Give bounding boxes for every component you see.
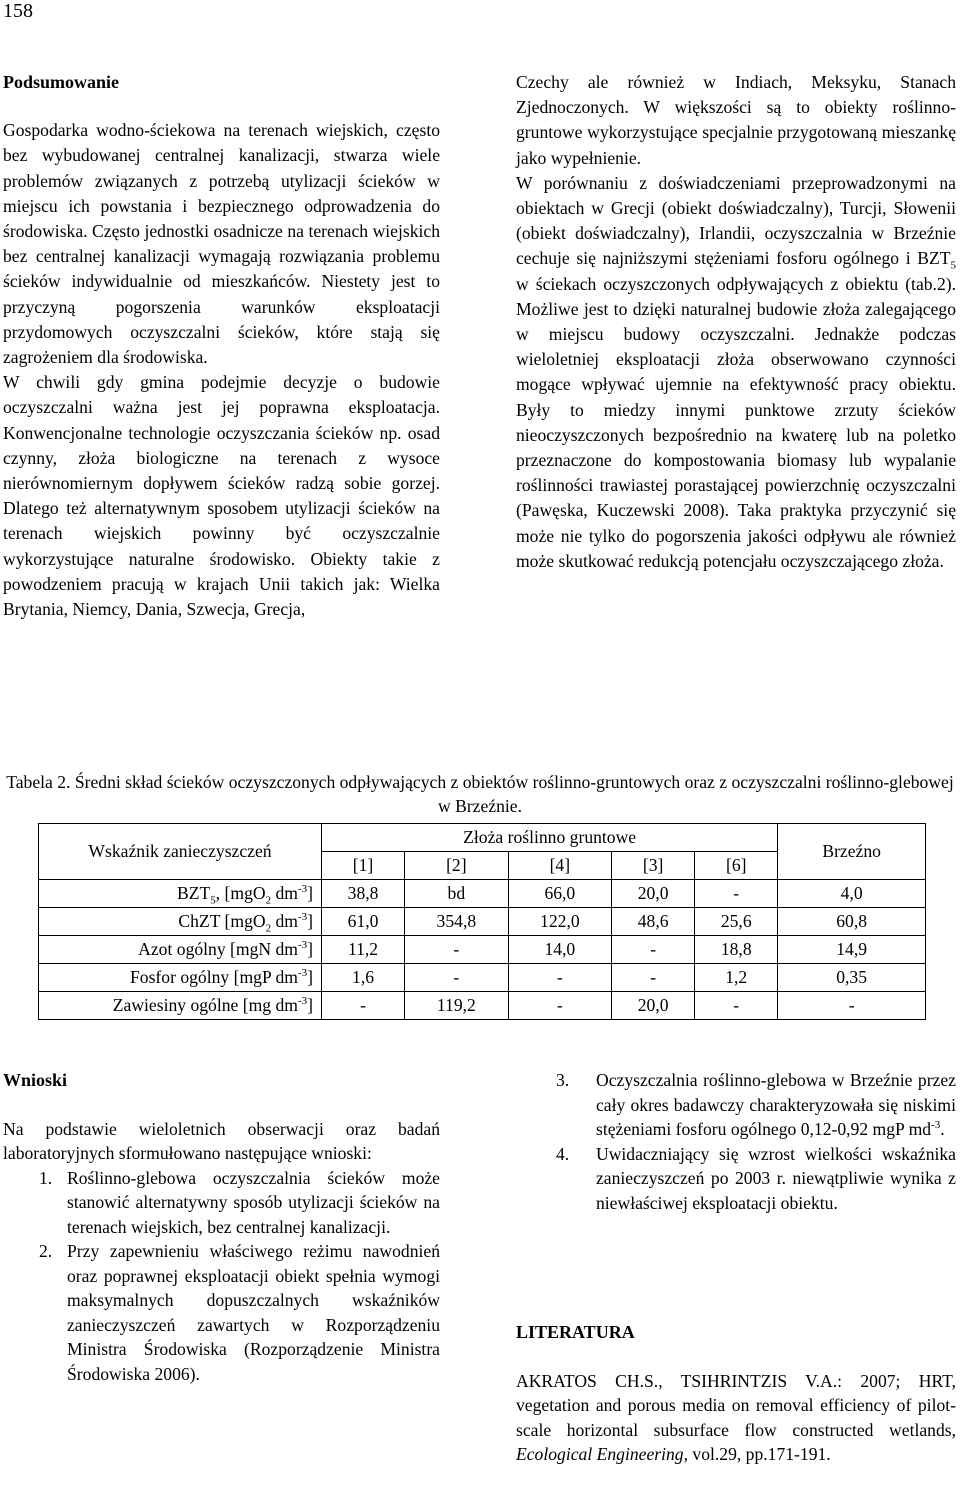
header-brzezno: Brzeźno	[778, 824, 926, 880]
table-cell: -	[695, 992, 778, 1020]
table-cell: 119,2	[405, 992, 509, 1020]
table-cell: 48,6	[612, 908, 695, 936]
table-cell: 20,0	[612, 880, 695, 908]
table-caption: Tabela 2. Średni skład ścieków oczyszczonych odpływających z obiektów roślinno-gruntowych oraz z oczyszczalni roślinno-glebowej w Brzeźnie.	[6, 772, 954, 816]
list-item-text: Roślinno-glebowa oczyszczalnia ścieków może stanowić alternatywny sposób utylizacji ścieków na terenach wiejskich, bez centralnej kanalizacji.	[67, 1167, 440, 1237]
list-item-text	[596, 1068, 956, 1142]
reference-1-end: vol.29, pp.171-191.	[688, 1444, 831, 1464]
list-item-text: Przy zapewnieniu właściwego reżimu nawodnień oraz poprawnej eksploatacji obiekt spełnia wymogi maksymalnych dopuszczalnych wskaźników zanieczyszczeń zawartych w Rozporządzeniu Ministra Środowiska (Rozporządzenie Ministra Środowiska 2006).	[67, 1241, 440, 1384]
list-item-number: 4.	[556, 1143, 570, 1164]
list-item	[556, 1142, 956, 1216]
table-cell: -	[405, 936, 509, 964]
table-cell: 122,0	[508, 908, 612, 936]
table-cell: 1,2	[695, 964, 778, 992]
row-label-part: , [mgO	[215, 883, 266, 903]
row-label	[39, 964, 322, 992]
list-item-text-b: .	[940, 1119, 945, 1139]
table-cell: 14,0	[508, 936, 612, 964]
list-item-text-a: Oczyszczalnia roślinno-glebowa w Brzeźnie przez cały okres badawczy charakteryzowała się niskimi stężeniami fosforu ogólnego 0,12-0,92 mgP md	[596, 1070, 956, 1139]
list-item-number: 2.	[39, 1241, 53, 1261]
table-cell: 11,2	[322, 936, 405, 964]
summary-heading: Podsumowanie	[3, 72, 120, 92]
table-cell: -	[612, 936, 695, 964]
source-ref: [6]	[695, 852, 778, 880]
list-item-number: 3.	[556, 1070, 570, 1090]
row-label	[39, 880, 322, 908]
row-label-part: ]	[307, 939, 313, 959]
page-number: 158	[3, 0, 33, 22]
list-item-superscript: -3	[931, 1119, 941, 1132]
table-cell: -	[405, 964, 509, 992]
row-label-part: 2	[265, 922, 272, 935]
row-label-part: BZT	[177, 883, 211, 903]
table-cell: -	[508, 964, 612, 992]
table-cell: -	[778, 992, 926, 1020]
table-cell: 60,8	[778, 908, 926, 936]
summary-paragraph-1: Gospodarka wodno-ściekowa na terenach wiejskich, często bez wybudowanej centralnej kanalizacji, stwarza wiele problemów związanych z potrzebą utylizacji ścieków w miejscu ich powstania i bezpiecznego odprowadzenia do środowiska. Często jednostki osadnicze na terenach wiejskich bez centralnej kanalizacji wymagają rozwiązania problemu ścieków indywidualnie od mieszkańców. Niestety jest to przyczyną pogorszenia warunków eksploatacji przydomowych oczyszczalni ścieków, które stają się zagrożeniem dla środowiska.	[3, 120, 440, 368]
conclusions-left	[3, 1068, 440, 1386]
row-label-part: dm	[271, 911, 298, 931]
row-label	[39, 992, 322, 1020]
row-label-part: ]	[307, 883, 313, 903]
row-label-part: -3	[297, 911, 308, 924]
list-item	[39, 1239, 440, 1386]
literature-section	[516, 1320, 956, 1467]
table-cell: -	[508, 992, 612, 1020]
table-row	[39, 880, 926, 908]
table-row	[39, 964, 926, 992]
table-cell: 20,0	[612, 992, 695, 1020]
row-label-part: Zawiesiny ogólne [mg dm	[112, 995, 298, 1015]
reference-1-text: AKRATOS CH.S., TSIHRINTZIS V.A.: 2007; HRT, vegetation and porous media on removal efficiency of pilot-scale horizontal subsurface flow constructed wetlands,	[516, 1370, 956, 1440]
row-label-part: ]	[307, 995, 313, 1015]
summary-paragraph-4-text-a: W porównaniu z doświadczeniami przeprowadzonymi na obiektach w Grecji (obiekt doświadczalny), Turcji, Słowenii (obiekt doświadczalny), Irlandii, oczyszczalnia w Brzeźnie cechuje się najniższymi stężeniami fosforu ogólnego i BZT	[516, 172, 956, 269]
results-table	[38, 823, 926, 1020]
table-row	[39, 992, 926, 1020]
summary-paragraph-2: W chwili gdy gmina podejmie decyzje o budowie oczyszczalni ważna jest jej poprawna eksploatacja. Konwencjonalne technologie oczyszczania ścieków np. osad czynny, złoża biologiczne na terenach z wysoce nierównomiernym dopływem ścieków radzą sobie gorzej. Dlatego też alternatywnym sposobem utylizacji ścieków na terenach wiejskich powinny być oczyszczalnie wykorzystujące naturalne środowisko. Obiekty takie z powodzeniem pracują w krajach Unii takich jak: Wielka Brytania, Niemcy, Dania, Szwecja, Grecja,	[3, 372, 440, 620]
table-cell: 354,8	[405, 908, 509, 936]
row-label-part: ]	[307, 967, 313, 987]
table-cell: 1,6	[322, 964, 405, 992]
row-label-part: -3	[297, 939, 308, 952]
table-cell: -	[322, 992, 405, 1020]
reference-1-journal: Ecological Engineering,	[516, 1444, 688, 1464]
table-cell: 14,9	[778, 936, 926, 964]
source-ref: [2]	[405, 852, 509, 880]
literature-heading: LITERATURA	[516, 1322, 635, 1342]
conclusions-right	[556, 1068, 956, 1215]
summary-paragraph-3: Czechy ale również w Indiach, Meksyku, Stanach Zjednoczonych. W większości są to obiekty roślinno-gruntowe wykorzystujące specjalnie przygotowaną mieszankę jako wypełnienie.	[516, 72, 956, 168]
summary-paragraph-4-text-b: w ściekach oczyszczonych odpływających z obiektu (tab.2). Możliwe jest to dzięki naturalnej budowie złoża zalegającego w miejscu budowy oczyszczalni. Jednakże podczas wieloletniej eksploatacji złoża obserwowano czynności mogące wpływać ujemnie na efektywność pracy obiektu. Były to miedzy innymi punktowe zrzuty ścieków nieoczyszczonych bezpośrednio na kwaterę lub na poletko przeznaczone do kompostowania biomasy lub wypalanie roślinności trawiastej porastającej powierzchnię oczyszczalni (Pawęska, Kuczewski 2008). Taka praktyka przyczynić się może nie tylko do pogorszenia jakości odpływu ale również może skutkować redukcją potencjału oczyszczającego złoża.	[516, 273, 956, 571]
row-label-part: ChZT [mgO	[178, 911, 266, 931]
row-label-part: dm	[271, 883, 298, 903]
table-row	[39, 936, 926, 964]
table-cell: 18,8	[695, 936, 778, 964]
list-item-number: 1.	[39, 1167, 53, 1188]
row-label-part: Azot ogólny [mgN dm	[138, 939, 298, 959]
table-cell: -	[695, 880, 778, 908]
row-label-part: -3	[297, 995, 308, 1008]
source-ref: [4]	[508, 852, 612, 880]
row-label-part: -3	[297, 967, 308, 980]
table-cell: -	[612, 964, 695, 992]
source-ref: [1]	[322, 852, 405, 880]
row-label-part: 2	[265, 894, 272, 907]
list-item	[556, 1068, 956, 1142]
row-label-part: 5	[210, 894, 216, 907]
row-label	[39, 908, 322, 936]
table-cell: 25,6	[695, 908, 778, 936]
list-item-text: Uwidaczniający się wzrost wielkości wskaźnika zanieczyszczeń po 2003 r. niewątpliwie wynika z niewłaściwej eksploatacji obiektu.	[596, 1143, 956, 1213]
conclusions-heading: Wnioski	[3, 1070, 68, 1090]
row-label	[39, 936, 322, 964]
row-label-part: Fosfor ogólny [mgP dm	[130, 967, 298, 987]
table-cell: 61,0	[322, 908, 405, 936]
table-cell: 66,0	[508, 880, 612, 908]
row-label-part: -3	[297, 883, 308, 896]
table-cell: 4,0	[778, 880, 926, 908]
summary-paragraph-4-subscript: 5	[950, 259, 956, 272]
reference-1	[516, 1369, 956, 1467]
summary-right-column	[516, 70, 956, 574]
table-cell: 0,35	[778, 964, 926, 992]
row-label-part: ]	[307, 911, 313, 931]
source-ref: [3]	[612, 852, 695, 880]
table-cell: bd	[405, 880, 509, 908]
table-body	[39, 880, 926, 1020]
summary-left-column	[3, 70, 440, 622]
header-indicator: Wskaźnik zanieczyszczeń	[39, 824, 322, 880]
conclusions-intro: Na podstawie wieloletnich obserwacji oraz badań laboratoryjnych sformułowano następujące wnioski:	[3, 1118, 440, 1163]
table-cell: 38,8	[322, 880, 405, 908]
summary-paragraph-4	[516, 171, 956, 574]
header-beds: Złoża roślinno gruntowe	[322, 824, 778, 852]
table-header-row	[39, 824, 926, 852]
table-row	[39, 908, 926, 936]
list-item	[39, 1166, 440, 1240]
